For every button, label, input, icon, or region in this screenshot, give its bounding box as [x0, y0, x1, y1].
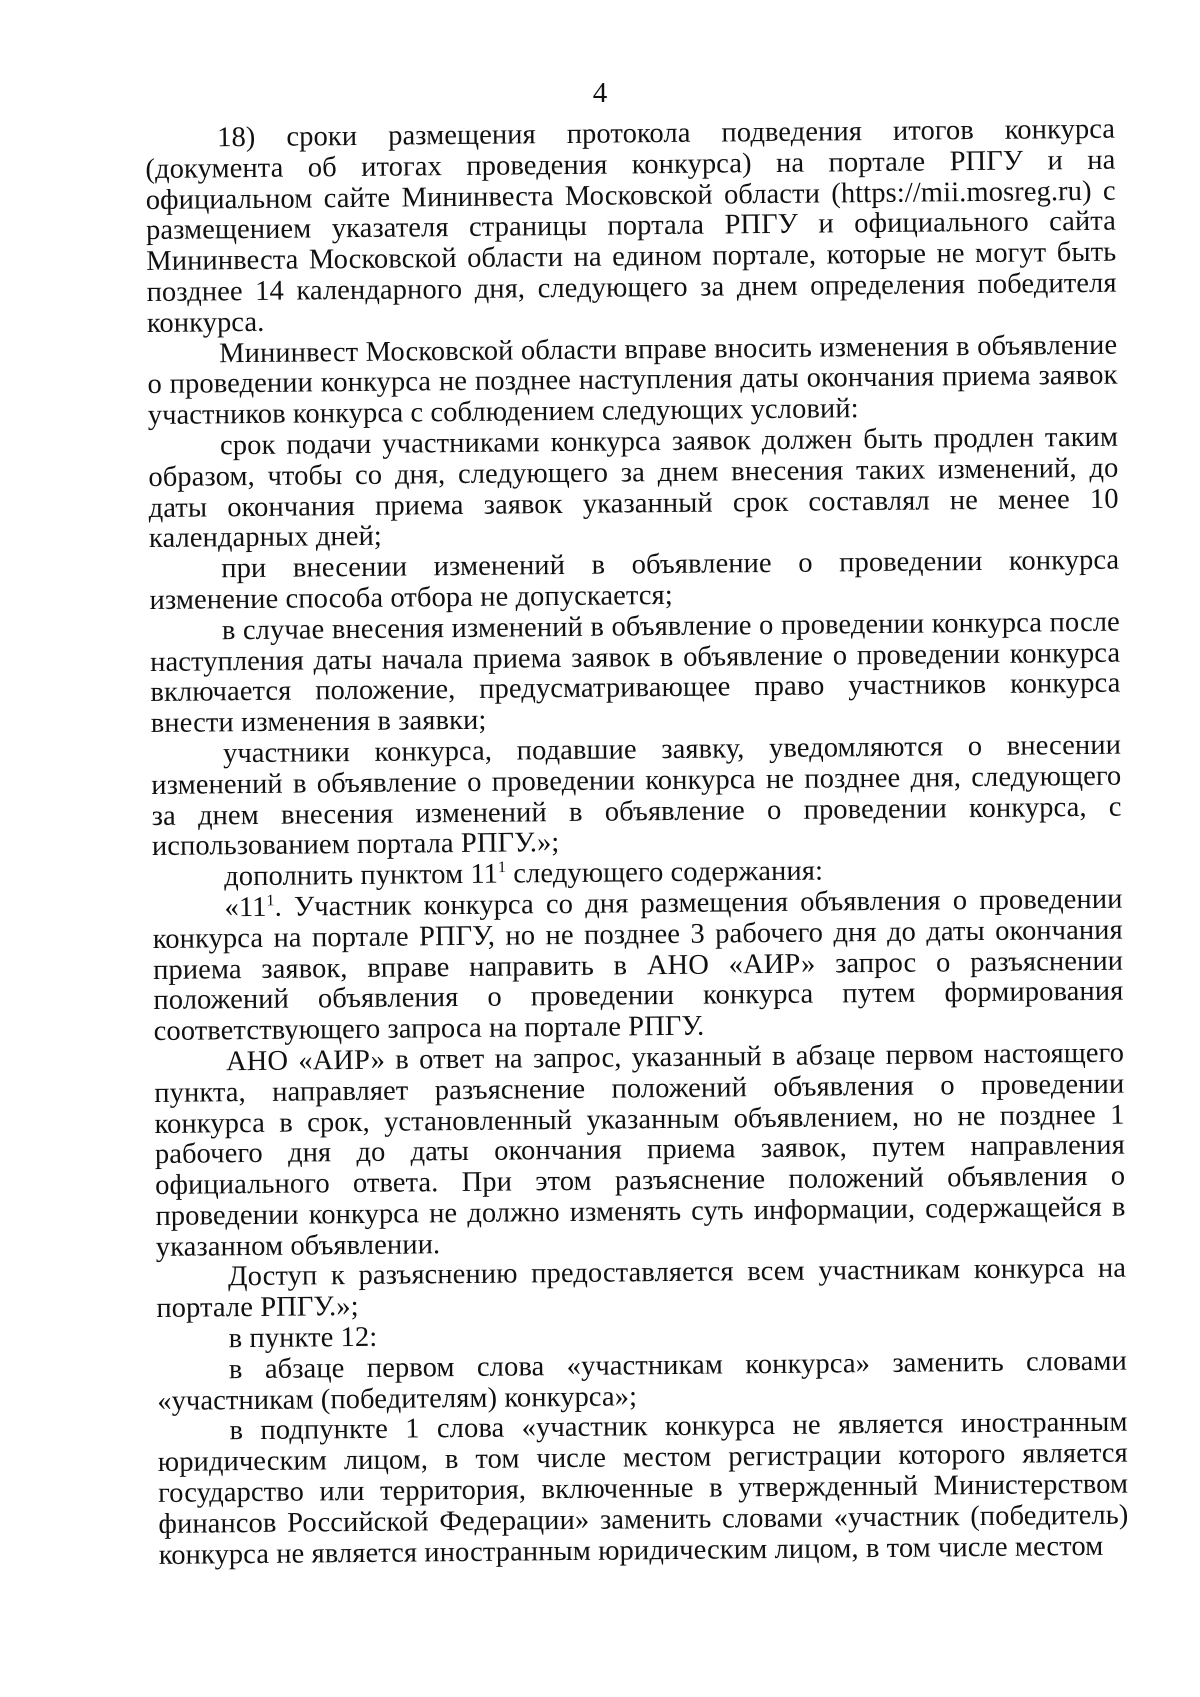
- paragraph-first-paragraph-change: в абзаце первом слова «участникам конкурса» заменить словами «участникам (победителям) конкурса»;: [157, 1345, 1128, 1417]
- paragraph-item-18: 18) сроки размещения протокола подведения итогов конкурса (документа об итогах проведения конкурса) на портале РПГУ и на официальном сайте Мининвеста Московской области (https://mii.mosreg.ru) с размещением указателя страницы портала РПГУ и официального сайта Мининвеста Московской области на едином портале, которые не могут быть позднее 14 календарного дня, следующего за днем определения победителя конкурса.: [145, 113, 1117, 339]
- paragraph-point-11-1: [152, 885, 1123, 1048]
- superscript: 1: [497, 859, 507, 877]
- text-fragment: «11: [224, 891, 267, 924]
- paragraph-clarification-access: Доступ к разъяснению предоставляется всем участникам конкурса на портале РПГУ.»;: [156, 1253, 1127, 1325]
- paragraph-change-applications: в случае внесения изменений в объявление о проведении конкурса после наступления даты начала приема заявок в объявление о проведении конкурса включается положение, предусматривающее право участников конкурса внести изменения в заявки;: [150, 606, 1121, 740]
- paragraph-deadline-extension: срок подачи участниками конкурса заявок должен быть продлен таким образом, чтобы со дня, следующего за днем внесения таких изменений, до даты окончания приема заявок указанный срок составлял не менее 10 календарных дней;: [148, 421, 1119, 555]
- superscript: 1: [266, 892, 275, 910]
- text-fragment: дополнить пунктом 11: [224, 858, 499, 893]
- text-fragment: . Участник конкурса со дня размещения объявления о проведении конкурса на портале РПГУ, но не позднее 3 рабочего дня до даты окончания приема заявок, вправе направить в АНО «АИР» запрос о разъяснении положений объявления о проведении конкурса путем формирования соответствующего запроса на портале РПГУ.: [152, 883, 1124, 1048]
- paragraph-amendment-rights: Мининвест Московской области вправе вносить изменения в объявление о проведении конкурса не позднее наступления даты окончания приема заявок участников конкурса с соблюдением следующих условий:: [147, 329, 1118, 432]
- paragraph-subpoint-1-change: в подпункте 1 слова «участник конкурса не является иностранным юридическим лицом, в том числе местом регистрации которого является государство или территория, включенные в утвержденный Министерством финансов Российской Федерации» заменить словами «участник (победитель) конкурса не является иностранным юридическим лицом, в том числе местом: [157, 1407, 1129, 1571]
- document-body: [145, 115, 1129, 1572]
- paragraph-clarification-response: АНО «АИР» в ответ на запрос, указанный в абзаце первом настоящего пункта, направляет разъяснение положений объявления о проведении конкурса в срок, установленный указанным объявлением, но не позднее 1 рабочего дня до даты окончания приема заявок, путем направления официального ответа. При этом разъяснение положений объявления о проведении конкурса не должно изменять суть информации, содержащейся в указанном объявлении.: [154, 1037, 1126, 1263]
- paragraph-notification: участники конкурса, подавшие заявку, уведомляются о внесении изменений в объявление о проведении конкурса не позднее дня, следующего за днем внесения изменений в объявление о проведении конкурса, с использованием портала РПГУ.»;: [151, 729, 1122, 863]
- paragraph-selection-method: при внесении изменений в объявление о проведении конкурса изменение способа отбора не допускается;: [149, 544, 1120, 616]
- paragraph-point-12: в пункте 12:: [228, 1321, 378, 1355]
- text-fragment: следующего содержания:: [505, 855, 824, 890]
- page-number: 4: [592, 77, 608, 109]
